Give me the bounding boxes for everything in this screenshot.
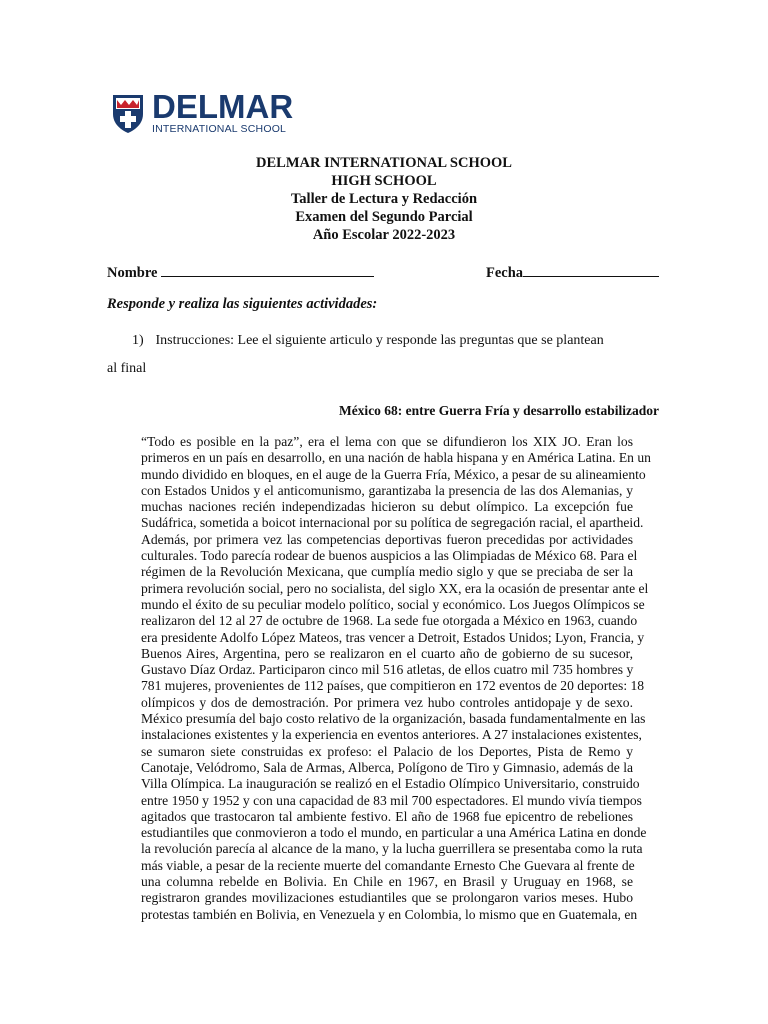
course-title: Taller de Lectura y Redacción	[290, 191, 478, 207]
article-line: mundo dividido en bloques, en el auge de la Guerra Fría, México, a pesar de su alineamiento	[141, 466, 646, 482]
article-line: muchas naciones recién independizadas hicieron su debut olímpico. La excepción fue	[141, 499, 633, 515]
article-line: olímpicos y dos de demostración. Por primera vez hubo controles antidopaje y de sexo.	[141, 694, 633, 710]
article-line: estudiantiles que conmovieron a todo el mundo, en particular a una América Latina en donde	[141, 825, 647, 841]
article-line: Buenos Aires, Argentina, pero se realizaron en el cuarto año de gobierno de su sucesor,	[141, 645, 633, 661]
article-line: Canotaje, Velódromo, Sala de Armas, Alberca, Polígono de Tiro y Gimnasio, además de la	[141, 759, 633, 775]
article-line: una columna rebelde en Bolivia. En Chile en 1967, en Brasil y Uruguay en 1968, se	[141, 874, 633, 890]
date-field	[486, 262, 659, 282]
article-line: más viable, a pesar de la reciente muerte del comandante Ernesto Che Guevara al frente de	[141, 857, 635, 873]
article-line: primera revolución social, pero no socialista, del siglo XX, era la ocasión de presentar ante el	[141, 580, 649, 596]
document-header	[0, 154, 768, 244]
school-title: DELMAR INTERNATIONAL SCHOOL	[256, 155, 512, 171]
article-body	[141, 434, 651, 923]
instructions-heading: Responde y realiza las siguientes actividades:	[107, 296, 378, 312]
date-blank[interactable]	[523, 262, 659, 277]
name-blank[interactable]	[161, 262, 374, 277]
article-line: realizaron del 12 al 27 de octubre de 1968. La sede fue otorgada a México en 1963, cuando	[141, 613, 638, 629]
name-field	[107, 262, 374, 282]
instruction-text-cont: al final	[107, 361, 147, 376]
article-line: registraron grandes movilizaciones estudiantiles que se prolongaron varios meses. Hubo	[141, 890, 633, 906]
date-label: Fecha	[486, 265, 524, 281]
article-line: Gustavo Díaz Ordaz. Participaron cinco mil 516 atletas, de ellos cuatro mil 735 hombres y	[141, 662, 634, 678]
instruction-item	[132, 333, 604, 349]
article-line: 781 mujeres, provenientes de 112 países, que compitieron en 172 eventos de 20 deportes: 18	[141, 678, 645, 694]
article-line: primeros en un país en desarrollo, en una nación de habla hispana y en América Latina. En un	[141, 450, 651, 466]
article-line: protestas también en Bolivia, en Venezuela y en Colombia, lo mismo que en Guatemala, en	[141, 906, 638, 922]
article-line: mundo el éxito de su peculiar modelo político, social y económico. Los Juegos Olímpicos se	[141, 596, 645, 612]
article-line: con Estados Unidos y el anticomunismo, garantizaba la presencia de las dos Alemanias, y	[141, 482, 633, 498]
article-line: se sumaron siete construidas ex profeso: el Palacio de los Deportes, Pista de Remo y	[141, 743, 633, 759]
article-line: instalaciones existentes y la experiencia en eventos anteriores. A 27 instalaciones existentes,	[141, 727, 642, 743]
article-line: Además, por primera vez las competencias deportivas fueron precedidas por actividades	[141, 531, 633, 547]
school-year: Año Escolar 2022-2023	[312, 227, 456, 243]
article-line: régimen de la Revolución Mexicana, que cumplía medio siglo y que se preciaba de ser la	[141, 564, 633, 580]
article-line: agitados que trastocaron tal ambiente festivo. El año de 1968 fue epicentro de rebeliones	[141, 808, 633, 824]
exam-title: Examen del Segundo Parcial	[295, 209, 473, 225]
article-line: “Todo es posible en la paz”, era el lema con que se difundieron los XIX JO. Eran los	[141, 434, 633, 449]
instruction-number: 1)	[132, 333, 144, 348]
article-line: entre 1950 y 1952 y con una capacidad de 83 mil 700 espectadores. El mundo vivía tiempos	[141, 792, 642, 808]
article-line: México presumía del bajo costo relativo de la organización, basada fundamentalmente en las	[141, 711, 646, 727]
instruction-text: Instrucciones: Lee el siguiente articulo y responde las preguntas que se plantean	[155, 333, 604, 348]
shield-cross-icon	[107, 92, 149, 134]
article-title: México 68: entre Guerra Fría y desarrollo estabilizador	[338, 403, 659, 418]
article-line: Villa Olímpica. La inauguración se realizó en el Estadio Olímpico Universitario, construido	[141, 776, 640, 792]
article-line: era presidente Adolfo López Mateos, tras vencer a Detroit, Estados Unidos; Lyon, Francia, y	[141, 629, 645, 645]
logo-name: DELMAR	[152, 88, 294, 125]
name-label: Nombre	[107, 265, 158, 281]
article-line: culturales. Todo parecía rodear de buenos auspicios a las Olimpiadas de México 68. Para el	[141, 548, 638, 564]
school-logo	[107, 88, 294, 135]
logo-subtitle: INTERNATIONAL SCHOOL	[152, 123, 287, 135]
article-line: Sudáfrica, sometida a boicot internacional por su política de segregación racial, el apartheid.	[141, 515, 644, 531]
article-line: la revolución parecía al alcance de la mano, y la lucha guerrillera se presentaba como la ruta	[141, 841, 643, 857]
level-title: HIGH SCHOOL	[331, 173, 437, 189]
